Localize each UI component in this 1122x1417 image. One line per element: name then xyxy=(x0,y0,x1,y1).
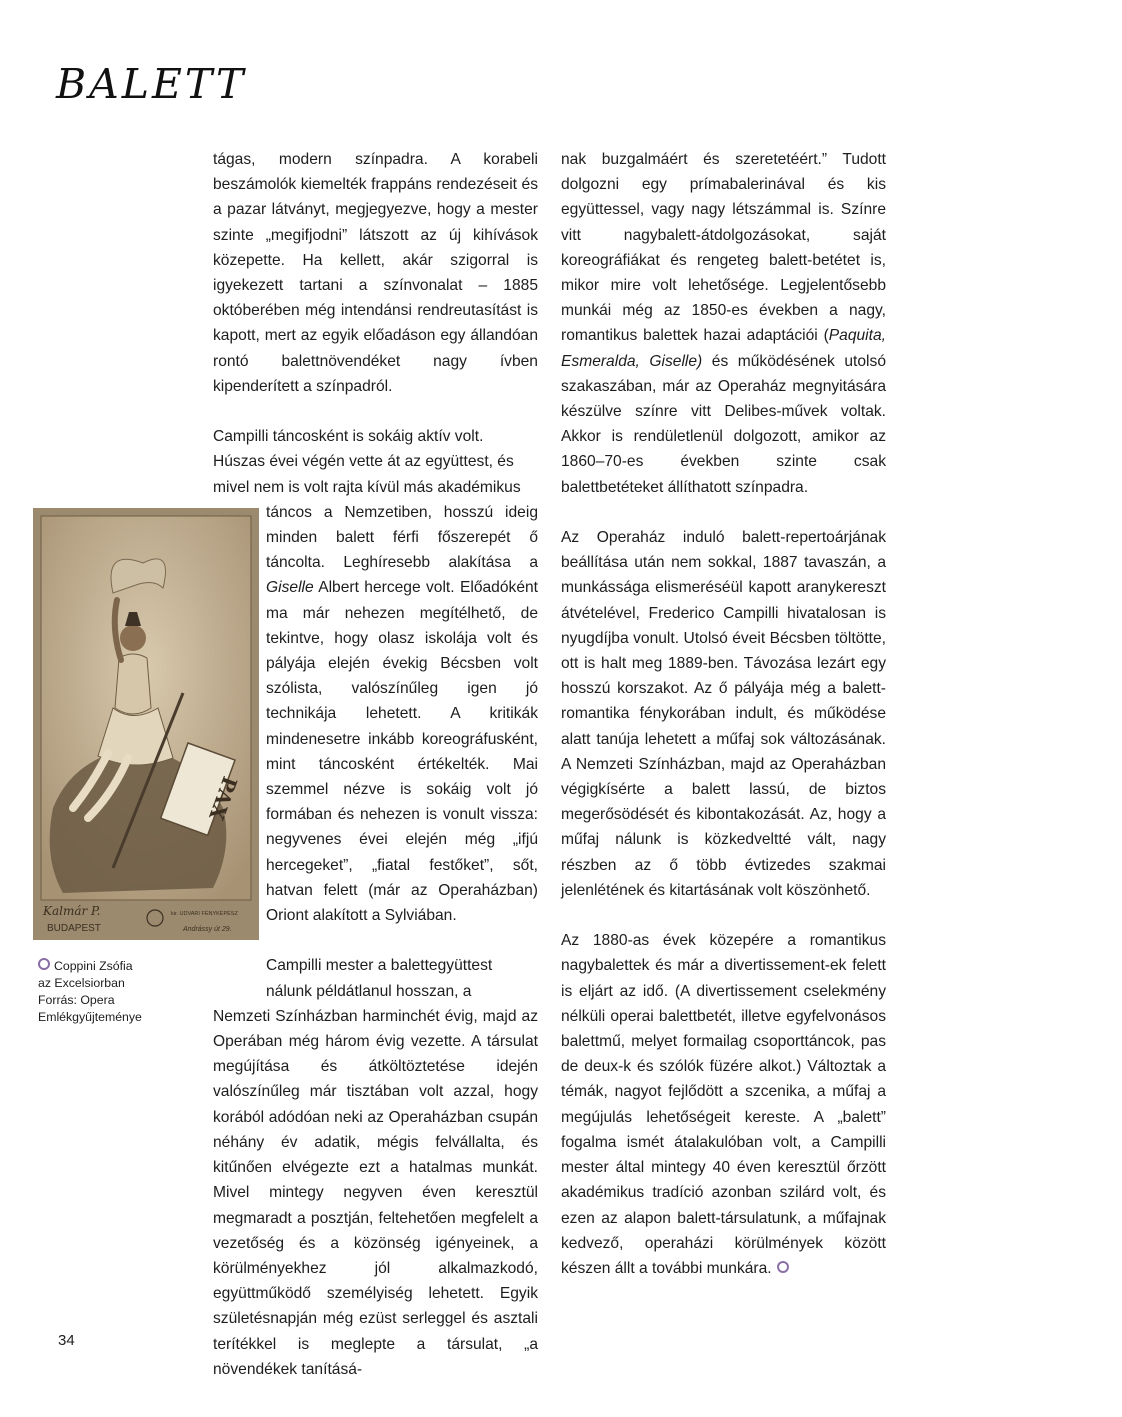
left-paragraph-3-line-1: Campilli mester a balettegyüttest xyxy=(266,957,493,975)
left-paragraph-2-line-2: Húszas évei végén vette át az együttest, és xyxy=(213,453,514,471)
caption-line-1: Coppini Zsófia xyxy=(54,959,133,973)
section-title: BALETT xyxy=(56,60,247,108)
left-paragraph-1: tágas, modern színpadra. A korabeli beszámolók kiemelték frappáns rendezéseit és a pazar látványt, megjegyezve, hogy a mester szinte „megifjodni” látszott az új kihívások közepette. Ha kellett, akár szigorral is igyekezett tartani a színvonalat – 1885 októberében még intendánsi rendreutasítást is kapott, mert az egyik előadáson egy állandóan rontó balettnövendéket nagy ívben kipenderített a színpadról. xyxy=(213,151,538,395)
studio-city: BUDAPEST xyxy=(47,923,101,934)
studio-address: Andrássy út 29. xyxy=(183,926,232,933)
right-paragraph-3 xyxy=(561,928,886,1281)
left-text-column xyxy=(213,147,538,1382)
studio-signature: Kalmár P. xyxy=(43,904,101,918)
right-text-column xyxy=(561,147,886,1281)
caption-line-2: az Excelsiorban xyxy=(38,976,125,990)
caption-line-3: Forrás: Opera xyxy=(38,993,115,1007)
page-number: 34 xyxy=(58,1332,75,1349)
end-of-article-icon xyxy=(777,1261,789,1273)
left-paragraph-2-before: táncos a Nemzetiben, hosszú ideig minden balett férfi főszerepét ő táncolta. Leghíresebb alakítása a xyxy=(266,503,538,572)
right-paragraph-1 xyxy=(561,147,886,500)
photo-caption xyxy=(38,958,198,1026)
caption-line-4: Emlékgyűjteménye xyxy=(38,1010,142,1024)
right-paragraph-3-text: Az 1880-as évek közepére a romantikus nagybalettek és már a divertissement-ek felett is eljárt az idő. (A divertissement cselekmény nélküli operai balettbetét, illetve egyfelvonásos balettmű, melyet formailag csoporttáncok, pas de deux-k és szólók füzére alkot.) Változtak a témák, nagyot fejlődött a szcenika, a műfaj a megújulás lehetőségeit kereste. A „balett” fogalma ismét átalakulóban volt, a Campilli mester által mintegy 40 éven keresztül őrzött akadémikus tradíció azonban szilárd volt, és ezen az alapon balett-társulatunk, a műfajnak kedvező, operaházi körülmények között készen állt a további munkára. xyxy=(561,932,886,1277)
studio-info: kir. UDVARI FÉNYKÉPÉSZ xyxy=(171,911,238,917)
left-paragraph-2-after: Albert hercege volt. Előadóként ma már nehezen megítélhető, de tekintve, hogy olasz iskolája volt és pályája elején évekig Bécsben volt szólista, valószínűleg igen jó technikája lehetett. A kritikák mindenesetre inkább koreográfusként, mint táncosként értékelték. Mai szemmel nézve is sokáig volt jó formában és nehezen is vonult vissza: negyvenes évei elején még „ifjú hercegeket”, „fiatal festőket”, sőt, hatvan felett (már az Operaházban) Oriont alakított a Sylviában. xyxy=(266,579,538,925)
pax-text: PAX xyxy=(204,773,243,824)
left-paragraph-3-line-2: nálunk példátlanul hosszan, a xyxy=(266,982,472,1000)
right-paragraph-1-before: nak buzgalmáért és szeretetéért.” Tudott dolgozni egy prímabalerinával és kis együttessel, vagy nagy létszámmal is. Színre vitt nagybalett-átdolgozásokat, saját koreográfiákat és rengeteg balett-betétet is, mikor mire volt lehetősége. Legjelentősebb munkái még az 1850-es években a nagy, romantikus balettek hazai adaptációi ( xyxy=(561,151,886,345)
left-paragraph-3-rest: Nemzeti Színházban harminchét évig, majd az Operában még három évig vezette. A társulat megújítása és átköltöztetése idején valószínűleg már tisztában volt azzal, hogy korából adódóan neki az Operaházban csupán néhány év adatik, mégis felvállalta, és kitűnően elvégezte ezt a hatalmas munkát. Mivel mintegy negyven éven keresztül megmaradt a posztján, feltehetően megfelelt a vezetőség és a közönség igényeinek, a körülményekhez jól alkalmazkodó, együttműködő személyiség lehetett. Egyik születésnapján még ezüst serleggel és asztali terítékkel is meglepte a társulat, „a növendékek tanításá- xyxy=(213,1007,538,1378)
left-paragraph-2-wrapped xyxy=(266,500,538,928)
right-paragraph-2: Az Operaház induló balett-repertoárjának beállítása után nem sokkal, 1887 tavaszán, a munkássága elismeréséül kapott aranykereszt átvételével, Frederico Campilli hivatalosan is nyugdíjba vonult. Utolsó éveit Bécsben töltötte, ott is halt meg 1889-ben. Távozása lezárt egy hosszú korszakot. Az ő pályája még a balett-romantika fénykorában indult, és működése alatt tanúja lehetett a műfaj sok változásának. A Nemzeti Színházban, majd az Operaházban végigkísérte a balett lassú, de biztos megerősödését és kibontakozását. Az, hogy a műfaj nálunk is közkedveltté vált, nagy részben az ő több évtizedes szakmai jelenlétének és kitartásának volt köszönhető. xyxy=(561,529,886,899)
right-paragraph-1-after: és működésének utolsó szakaszában, már az Operaház megnyitására készülve színre vitt Delibes-művek voltak. Akkor is rendületlenül dolgozott, amikor az 1860–70-es években szinte csak balettbetéteket állíthatott színpadra. xyxy=(561,352,886,496)
left-paragraph-2-line-3: mivel nem is volt rajta kívül más akadémikus xyxy=(213,478,521,496)
left-paragraph-2-line-1: Campilli táncosként is sokáig aktív volt. xyxy=(213,428,484,446)
circle-bullet-icon xyxy=(38,958,50,970)
giselle-italic: Giselle xyxy=(266,579,314,597)
ballet-titles-italic: Paquita, Esmeralda, Giselle) xyxy=(561,327,886,370)
